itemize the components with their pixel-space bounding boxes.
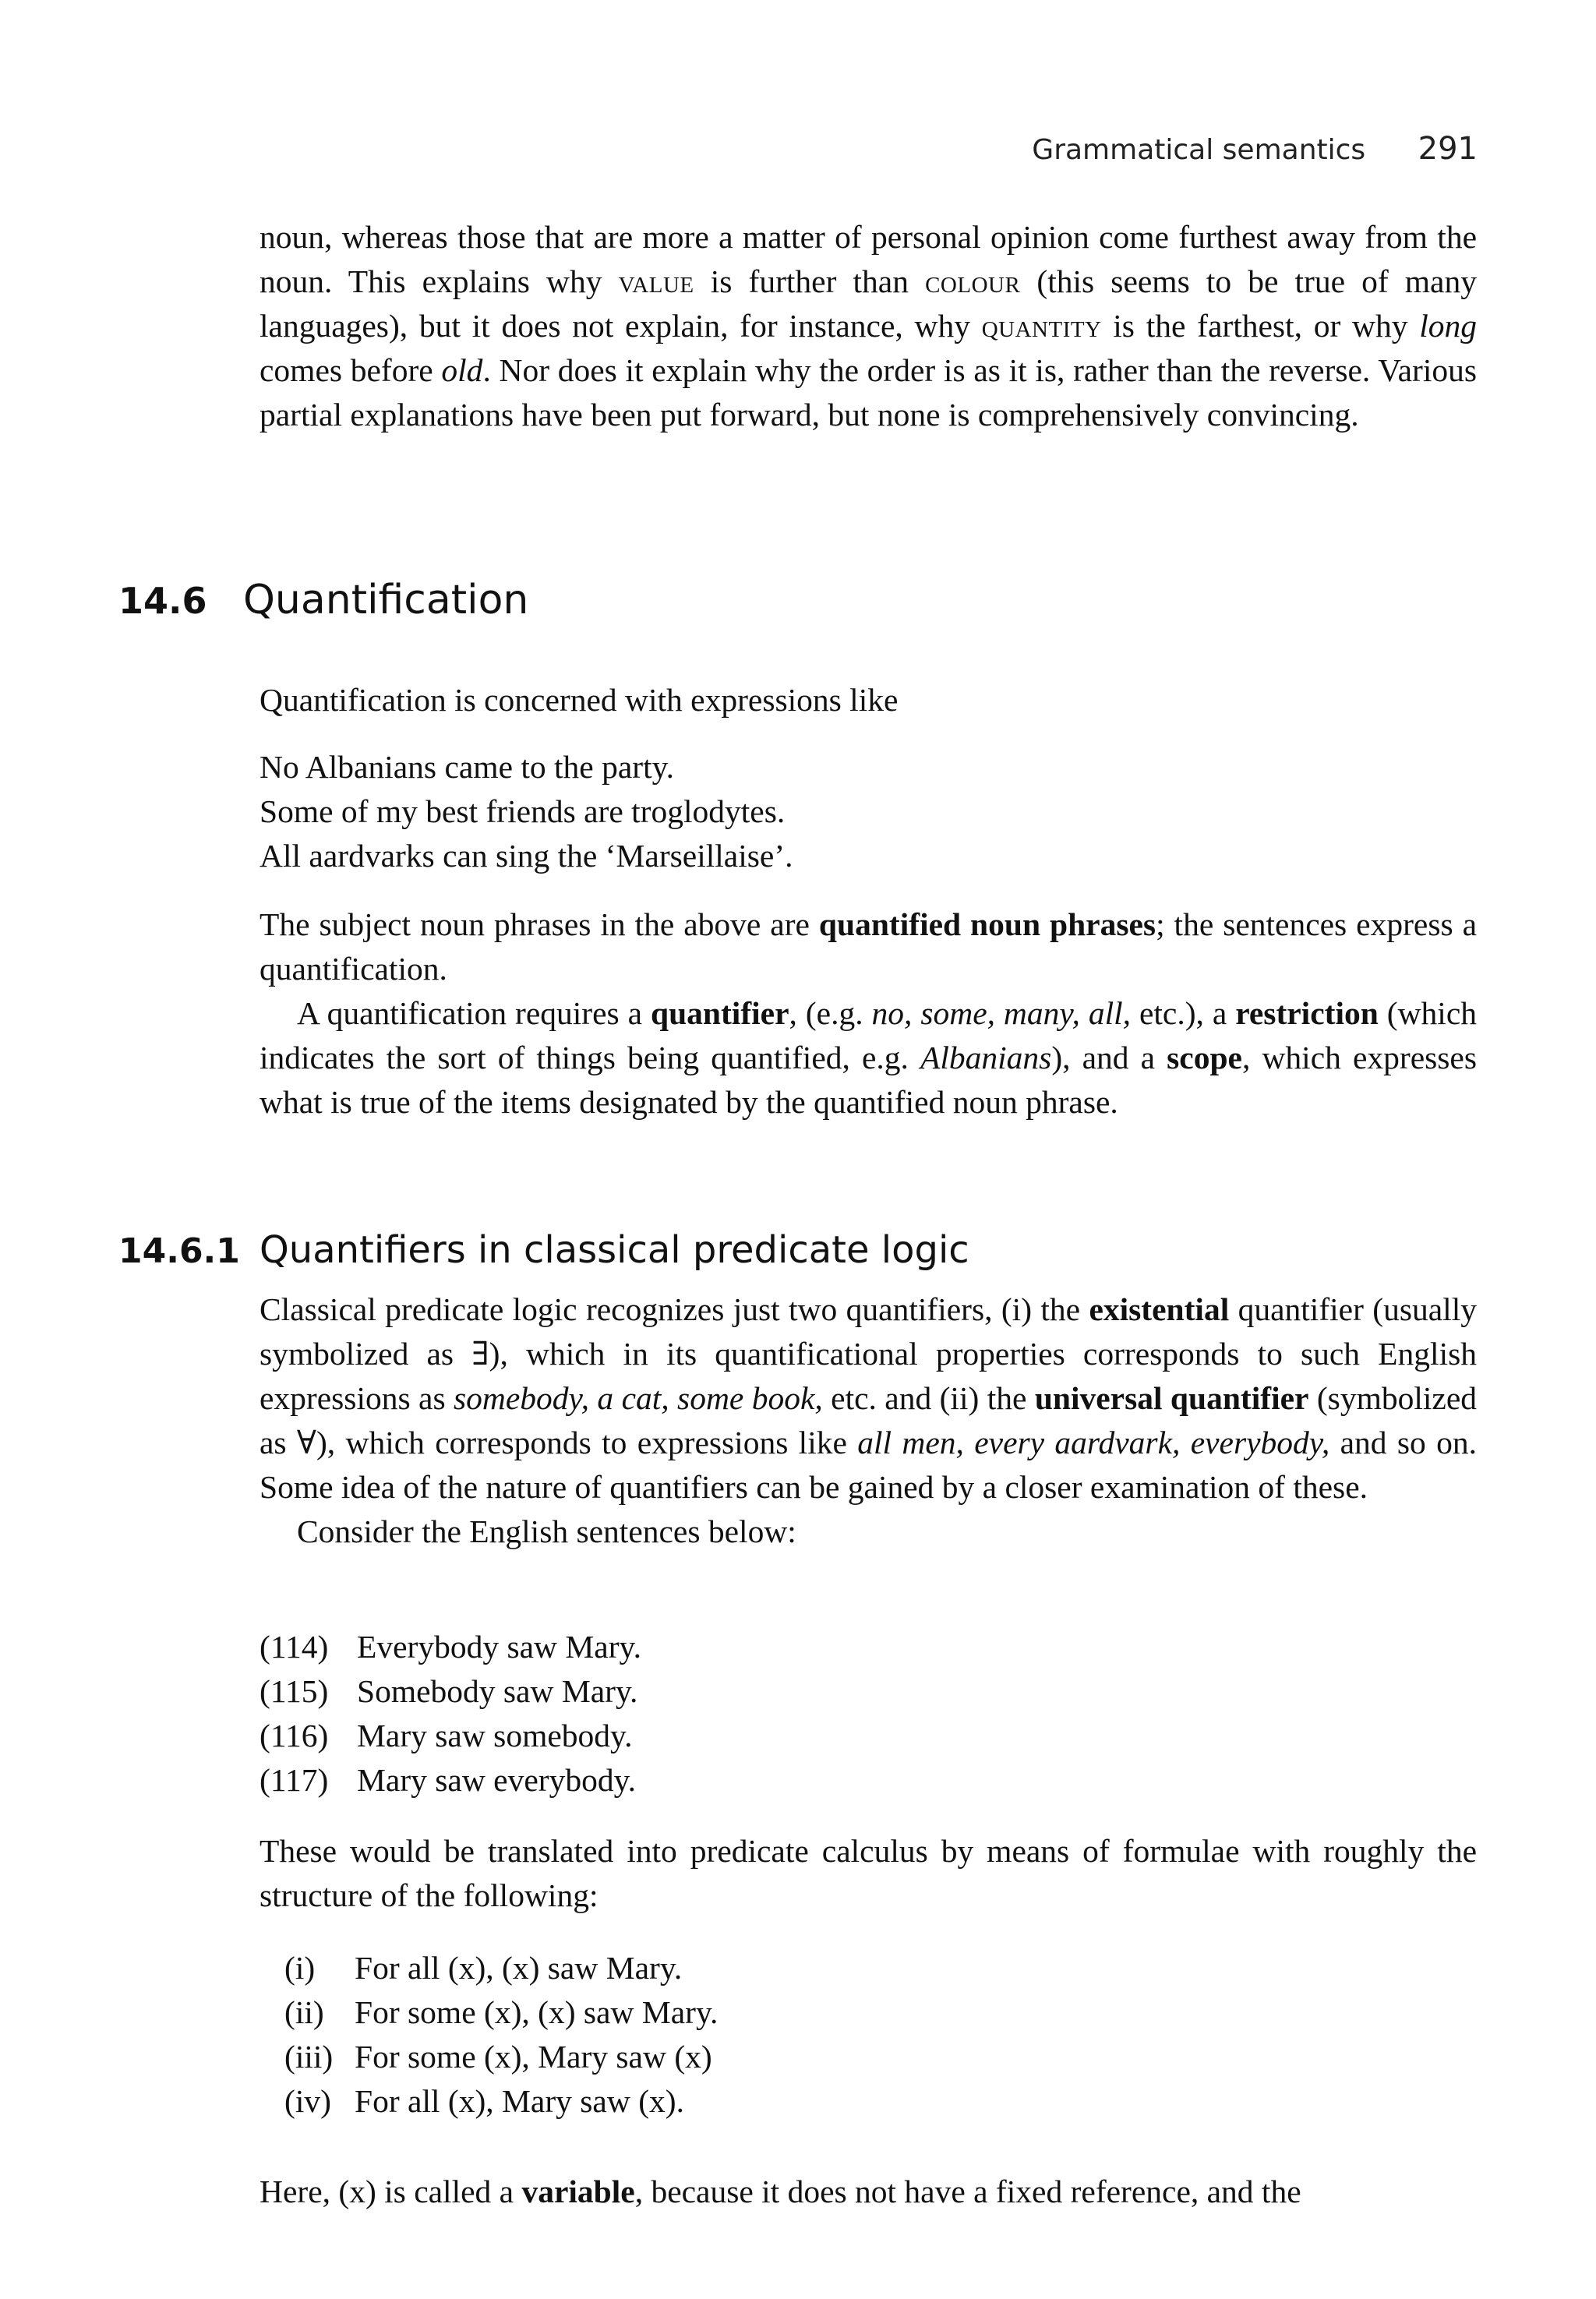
numbered-example: (116) Mary saw somebody. — [260, 1718, 633, 1753]
formula: (iii) For some (x), Mary saw (x) — [284, 2039, 712, 2075]
formula: (ii) For some (x), (x) saw Mary. — [284, 1994, 719, 2030]
subsection-title: Quantifiers in classical predicate logic — [260, 1228, 969, 1272]
paragraph-variable: Here, (x) is called a variable, because it does not have a fixed reference, and the — [260, 2174, 1301, 2209]
section-title: Quantification — [243, 577, 529, 623]
paragraph-classical-logic: Classical predicate logic recognizes just two quantifiers, (i) the existential quantifier (usually symbolized as ∃), which in its quantificational properties corresponds to such English expressions as somebody, a cat, some book, etc. and (ii) the universal quantifier (symbolized as ∀), which corresponds to expressions like all men, every aardvark, everybody, and so on. Some idea of the nature of quantifiers can be gained by a closer examination of these. Consider the English sentences below: — [260, 1287, 1477, 1554]
numbered-example: (115) Somebody saw Mary. — [260, 1673, 638, 1709]
subsection-heading — [118, 1228, 969, 1272]
paragraph-quantified-np: The subject noun phrases in the above are quantified noun phrases; the sentences express a quantification. A quantification requires a quantifier, (e.g. no, some, many, all, etc.), a restriction (which indicates the sort of things being quantified, e.g. Albanians), and a scope, which expresses what is true of the items designated by the quantified noun phrase. — [260, 906, 1478, 1120]
example-sentence: No Albanians came to the party. — [260, 749, 675, 785]
running-header-title: Grammatical semantics — [1032, 134, 1366, 166]
numbered-example: (117) Mary saw everybody. — [260, 1762, 637, 1798]
running-header — [1032, 131, 1478, 167]
example-sentence: Some of my best friends are troglodytes. — [260, 793, 786, 829]
consider-text: Consider the English sentences below: — [297, 1513, 796, 1549]
paragraph-predicate-calculus: These would be translated into predicate calculus by means of formulae with roughly the structure of the following: — [260, 1833, 1477, 1913]
paragraph-word-order: noun, whereas those that are more a matter of personal opinion come furthest away from the noun. This explains why value is further than colour (this seems to be true of many languages), but it does not explain, for instance, why quantity is the farthest, or why long comes before old. Nor does it explain why the order is as it is, rather than the reverse. Various partial explanations have been put forward, but none is comprehensively convincing. — [260, 219, 1478, 433]
section-number: 14.6 — [118, 580, 207, 622]
numbered-example: (114) Everybody saw Mary. — [260, 1629, 641, 1665]
example-sentence: All aardvarks can sing the ‘Marseillaise’. — [260, 838, 793, 874]
example-sentences — [260, 745, 1477, 878]
formula: (iv) For all (x), Mary saw (x). — [284, 2083, 684, 2119]
formula: (i) For all (x), (x) saw Mary. — [284, 1950, 683, 1986]
intro-text: Quantification is concerned with expressions like — [260, 682, 899, 718]
section-heading — [118, 577, 528, 623]
formula-list — [284, 1946, 1375, 2124]
subsection-number: 14.6.1 — [118, 1231, 240, 1271]
numbered-examples — [260, 1625, 1477, 1803]
page-number: 291 — [1418, 131, 1478, 167]
quantification-intro — [260, 678, 1477, 722]
